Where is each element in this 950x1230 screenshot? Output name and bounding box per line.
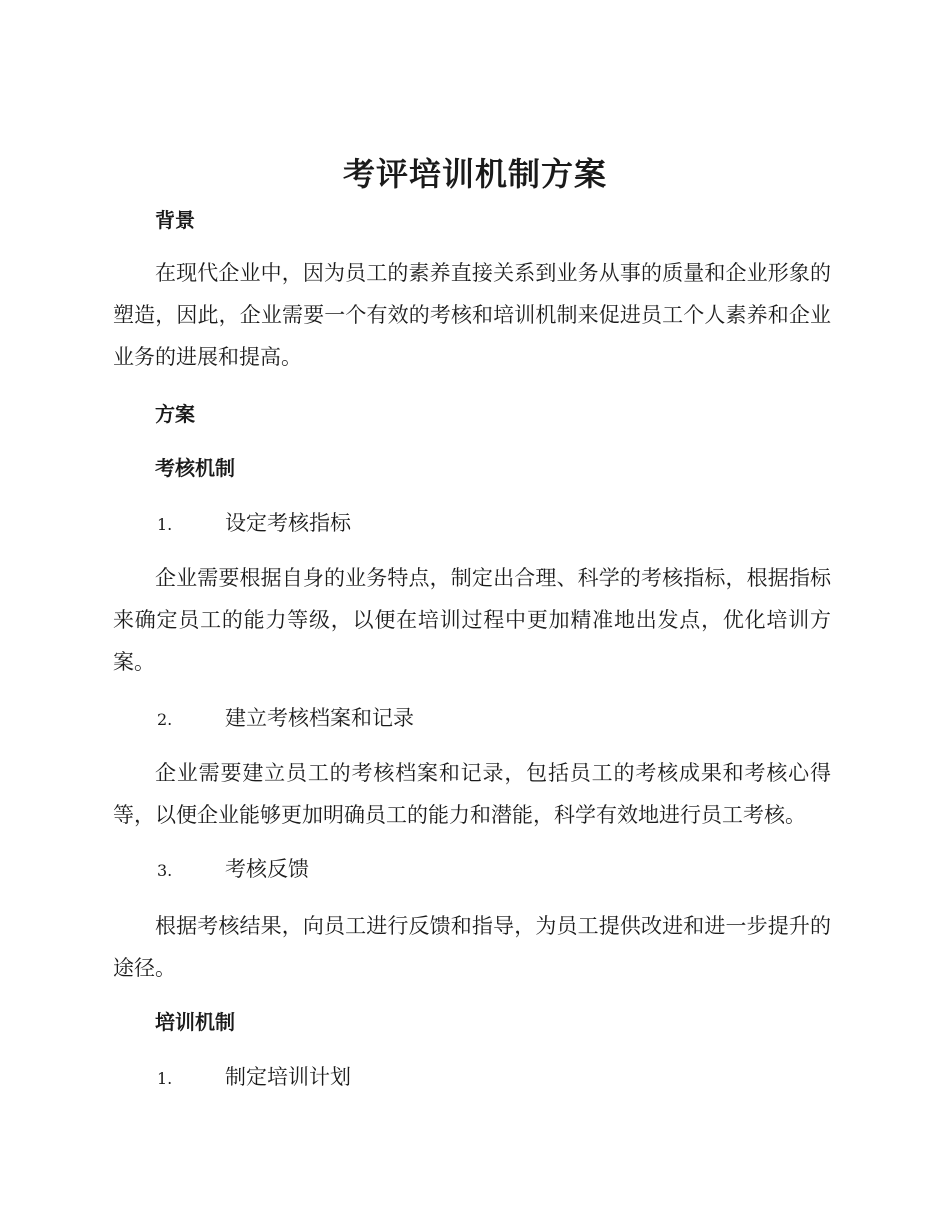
paragraph-assessment-1: 企业需要根据自身的业务特点，制定出合理、科学的考核指标，根据指标来确定员工的能力等级，以便在培训过程中更加精准地出发点，优化培训方案。 <box>113 566 831 674</box>
list-item-title: 建立考核档案和记录 <box>225 706 414 730</box>
document-title: 考评培训机制方案 <box>342 155 607 193</box>
paragraph-assessment-3: 根据考核结果，向员工进行反馈和指导，为员工提供改进和进一步提升的途径。 <box>113 914 831 980</box>
list-item <box>157 853 309 887</box>
list-item <box>157 507 351 541</box>
list-item-title: 设定考核指标 <box>225 511 351 535</box>
heading-training: 培训机制 <box>155 1010 235 1034</box>
heading-assessment: 考核机制 <box>155 456 235 480</box>
list-item <box>157 702 414 736</box>
heading-background: 背景 <box>155 208 195 232</box>
list-item <box>157 1061 351 1095</box>
paragraph-assessment-2: 企业需要建立员工的考核档案和记录，包括员工的考核成果和考核心得等，以便企业能够更加明确员工的能力和潜能，科学有效地进行员工考核。 <box>113 761 831 827</box>
list-number: 2. <box>157 710 173 729</box>
paragraph-background: 在现代企业中，因为员工的素养直接关系到业务从事的质量和企业形象的塑造，因此，企业需要一个有效的考核和培训机制来促进员工个人素养和企业业务的进展和提高。 <box>113 261 831 369</box>
list-number: 1. <box>157 515 173 534</box>
list-item-title: 考核反馈 <box>225 857 309 881</box>
heading-plan: 方案 <box>155 402 195 426</box>
list-number: 1. <box>157 1069 173 1088</box>
list-item-title: 制定培训计划 <box>225 1065 351 1089</box>
list-number: 3. <box>157 861 173 880</box>
